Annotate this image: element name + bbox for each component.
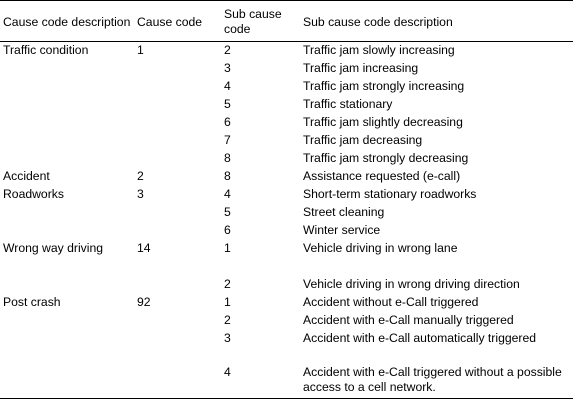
table-row xyxy=(0,131,573,149)
cause-code-cell xyxy=(134,221,221,239)
cause-code-cell xyxy=(134,329,221,363)
cause-code-cell xyxy=(134,203,221,221)
header-cause-code-description: Cause code description xyxy=(3,14,131,29)
sub-cause-code-cell: 3 xyxy=(224,61,231,75)
sub-cause-code-cell: 4 xyxy=(224,365,231,379)
sub-cause-description-cell: Accident with e-Call triggered without a possible access to a cell network. xyxy=(303,365,562,394)
sub-cause-code-cell: 2 xyxy=(224,277,231,291)
cause-code-cell xyxy=(134,113,221,131)
cause-code-cell xyxy=(134,59,221,77)
table-row xyxy=(0,363,573,397)
sub-cause-description-cell: Vehicle driving in wrong lane xyxy=(303,241,458,255)
cause-code-cell: 92 xyxy=(137,295,151,309)
table-row xyxy=(0,329,573,363)
sub-cause-description-cell: Traffic jam strongly increasing xyxy=(303,79,465,93)
cause-code-cell: 2 xyxy=(137,169,144,183)
cause-code-cell: 14 xyxy=(137,241,151,255)
cause-code-cell xyxy=(134,95,221,113)
sub-cause-description-cell: Accident without e-Call triggered xyxy=(303,295,479,309)
sub-cause-code-cell: 1 xyxy=(224,241,231,255)
sub-cause-code-cell: 6 xyxy=(224,223,231,237)
sub-cause-code-cell: 7 xyxy=(224,133,231,147)
cause-description-cell: Accident xyxy=(3,169,50,183)
table-row xyxy=(0,59,573,77)
sub-cause-description-cell: Winter service xyxy=(303,223,381,237)
header-sub-cause-code: Sub cause code xyxy=(224,7,282,36)
cause-description-cell: Roadworks xyxy=(3,187,64,201)
sub-cause-code-cell: 6 xyxy=(224,115,231,129)
table-row xyxy=(0,275,573,293)
sub-cause-code-cell: 4 xyxy=(224,79,231,93)
bottom-rule xyxy=(0,398,573,399)
cause-description-cell: Traffic condition xyxy=(3,43,89,57)
sub-cause-description-cell: Traffic jam decreasing xyxy=(303,133,423,147)
table-row xyxy=(0,95,573,113)
sub-cause-code-cell: 2 xyxy=(224,313,231,327)
sub-cause-description-cell: Street cleaning xyxy=(303,205,385,219)
table-row xyxy=(0,293,573,311)
cause-description-cell xyxy=(0,311,134,329)
top-rule xyxy=(0,0,573,1)
table-row xyxy=(0,41,573,59)
sub-cause-description-cell: Traffic jam slightly decreasing xyxy=(303,115,463,129)
sub-cause-description-cell: Traffic stationary xyxy=(303,97,393,111)
cause-description-cell xyxy=(0,59,134,77)
table-row xyxy=(0,221,573,239)
sub-cause-code-cell: 1 xyxy=(224,295,231,309)
table-row xyxy=(0,77,573,95)
cause-code-cell: 1 xyxy=(137,43,144,57)
sub-cause-code-cell: 2 xyxy=(224,43,231,57)
sub-cause-description-cell: Short-term stationary roadworks xyxy=(303,187,477,201)
table-header-row xyxy=(0,3,573,41)
cause-code-cell xyxy=(134,131,221,149)
cause-code-cell xyxy=(134,77,221,95)
cause-description-cell xyxy=(0,203,134,221)
sub-cause-code-cell: 8 xyxy=(224,169,231,183)
cause-description-cell xyxy=(0,131,134,149)
table-row xyxy=(0,167,573,185)
cause-description-cell xyxy=(0,77,134,95)
cause-code-cell xyxy=(134,275,221,293)
cause-description-cell: Wrong way driving xyxy=(3,241,104,255)
table-row xyxy=(0,149,573,167)
sub-cause-description-cell: Traffic jam slowly increasing xyxy=(303,43,455,57)
sub-cause-code-cell: 4 xyxy=(224,187,231,201)
sub-cause-description-cell: Accident with e-Call automatically triggered xyxy=(303,331,537,345)
cause-code-cell xyxy=(134,149,221,167)
header-sub-cause-code-description: Sub cause code description xyxy=(303,14,453,29)
sub-cause-description-cell: Traffic jam increasing xyxy=(303,61,419,75)
sub-cause-code-cell: 5 xyxy=(224,97,231,111)
cause-description-cell: Post crash xyxy=(3,295,61,309)
cause-description-cell xyxy=(0,221,134,239)
cause-description-cell xyxy=(0,113,134,131)
table-row xyxy=(0,185,573,203)
table-row xyxy=(0,239,573,275)
table-row xyxy=(0,311,573,329)
sub-cause-description-cell: Accident with e-Call manually triggered xyxy=(303,313,514,327)
sub-cause-description-cell: Assistance requested (e-call) xyxy=(303,169,461,183)
sub-cause-description-cell: Traffic jam strongly decreasing xyxy=(303,151,469,165)
cause-code-cell xyxy=(134,311,221,329)
sub-cause-code-cell: 3 xyxy=(224,331,231,345)
cause-description-cell xyxy=(0,363,134,397)
cause-code-cell: 3 xyxy=(137,187,144,201)
sub-cause-description-cell: Vehicle driving in wrong driving direction xyxy=(303,277,520,291)
cause-description-cell xyxy=(0,95,134,113)
cause-description-cell xyxy=(0,149,134,167)
cause-description-cell xyxy=(0,329,134,363)
table-row xyxy=(0,203,573,221)
cause-code-cell xyxy=(134,363,221,397)
cause-code-table xyxy=(0,3,573,397)
header-cause-code: Cause code xyxy=(137,14,203,29)
cause-description-cell xyxy=(0,275,134,293)
sub-cause-code-cell: 8 xyxy=(224,151,231,165)
table-row xyxy=(0,113,573,131)
sub-cause-code-cell: 5 xyxy=(224,205,231,219)
